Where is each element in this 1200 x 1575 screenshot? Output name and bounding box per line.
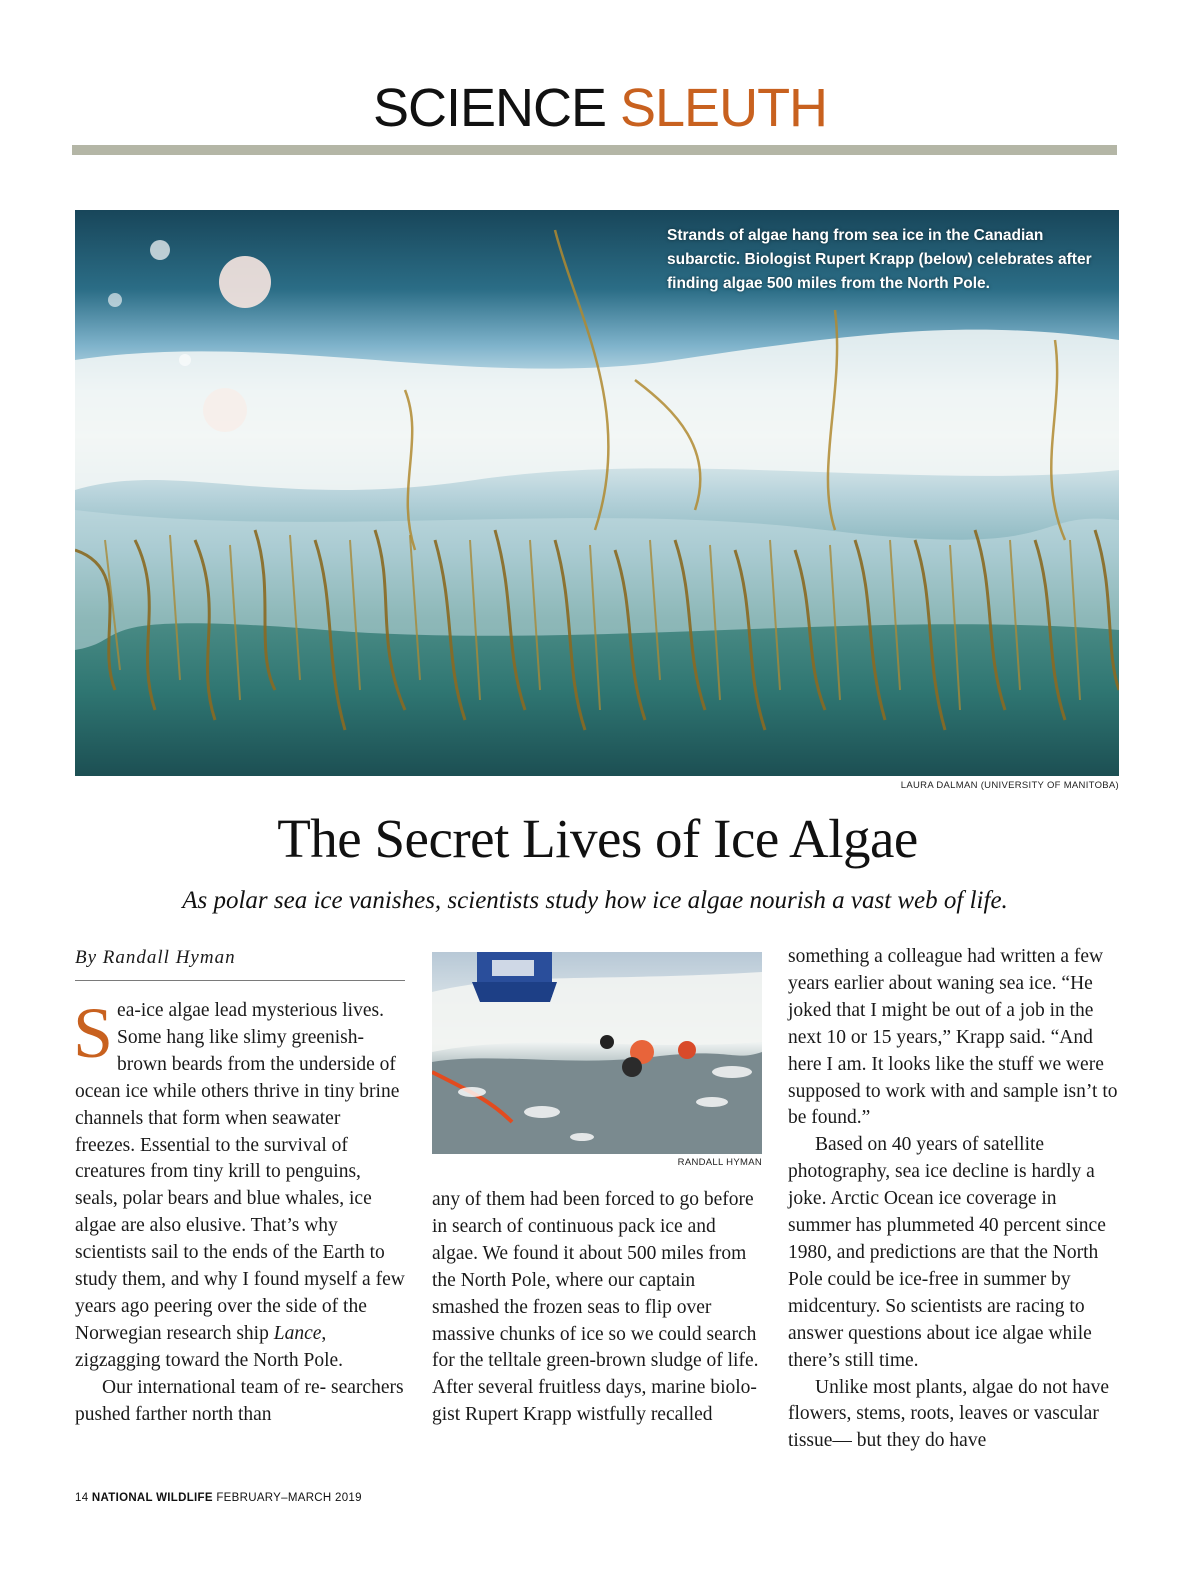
magazine-name: NATIONAL WILDLIFE bbox=[91, 1492, 213, 1504]
article-column-3 bbox=[788, 944, 1118, 1455]
paragraph bbox=[73, 993, 405, 1375]
paragraph: something a colleague had written a few years earlier about waning sea ice. “He joked that I might be out of a job in the next 10 or 15 years,” Krapp said. “And here I am. It looks like the stuff we were supposed to work with and sample isn’t to be found.” bbox=[788, 946, 1118, 1129]
inset-photo bbox=[432, 952, 762, 1154]
article-column-1 bbox=[73, 993, 405, 1429]
page-number: 14 bbox=[75, 1492, 89, 1504]
paragraph-text: , zigzagging toward the North Pole. bbox=[75, 1322, 344, 1371]
hero-caption: Strands of algae hang from sea ice in the Canadian subarctic. Biologist Rupert Krapp (below) celebrates after finding algae 500 miles from the North Pole. bbox=[667, 227, 1092, 292]
paragraph: Based on 40 years of satellite photography, sea ice decline is hardly a joke. Arctic Ocean ice coverage in summer has plummeted 40 percent since 1980, and predictions are that the North Pole could be ice-free in summer by midcentury. So scientists are racing to answer questions about ice algae while there’s still time. bbox=[788, 1134, 1106, 1371]
page-footer bbox=[75, 1492, 362, 1504]
section-header-word-science: SCIENCE bbox=[372, 78, 606, 138]
article-column-2 bbox=[432, 1187, 762, 1429]
inset-photo-credit: RANDALL HYMAN bbox=[677, 1157, 762, 1168]
hero-photo bbox=[75, 210, 1119, 776]
article-deck: As polar sea ice vanishes, scientists study how ice algae nourish a vast web of life. bbox=[182, 887, 1008, 914]
drop-cap: S bbox=[73, 993, 114, 1073]
byline: By Randall Hyman bbox=[75, 944, 405, 981]
section-header-word-sleuth: SLEUTH bbox=[620, 78, 828, 138]
paragraph-text: ea-ice algae lead mysterious lives. Some hang like slimy greenish-brown beards from the underside of ocean ice while others thrive in tiny brine channels that form when seawater freezes. Essential to the survival of creatures from tiny krill to penguins, seals, polar bears and blue whales, ice algae are also elusive. That’s why scientists sail to the ends of the Earth to study them, and why I found myself a few years ago peering over the side of the Norwegian research ship bbox=[75, 1000, 405, 1344]
issue-date: FEBRUARY–MARCH 2019 bbox=[216, 1492, 362, 1504]
paragraph: any of them had been forced to go before in search of continuous pack ice and algae. We found it about 500 miles from the North Pole, where our captain smashed the frozen seas to flip over massive chunks of ice so we could search for the telltale green-brown sludge of life. After several fruitless days, marine biolo- gist Rupert Krapp wistfully recalled bbox=[432, 1189, 759, 1426]
header-rule bbox=[72, 145, 1117, 155]
paragraph: Unlike most plants, algae do not have flowers, stems, roots, leaves or vascular tissue— but they do have bbox=[788, 1376, 1110, 1452]
hero-photo-credit: LAURA DALMAN (UNIVERSITY OF MANITOBA) bbox=[900, 780, 1119, 791]
inset-photo-illustration bbox=[432, 952, 762, 1154]
section-header bbox=[0, 76, 1200, 140]
ship-name: Lance bbox=[273, 1322, 322, 1344]
paragraph: Our international team of re- searchers pushed farther north than bbox=[75, 1376, 404, 1425]
article-title: The Secret Lives of Ice Algae bbox=[277, 808, 918, 869]
